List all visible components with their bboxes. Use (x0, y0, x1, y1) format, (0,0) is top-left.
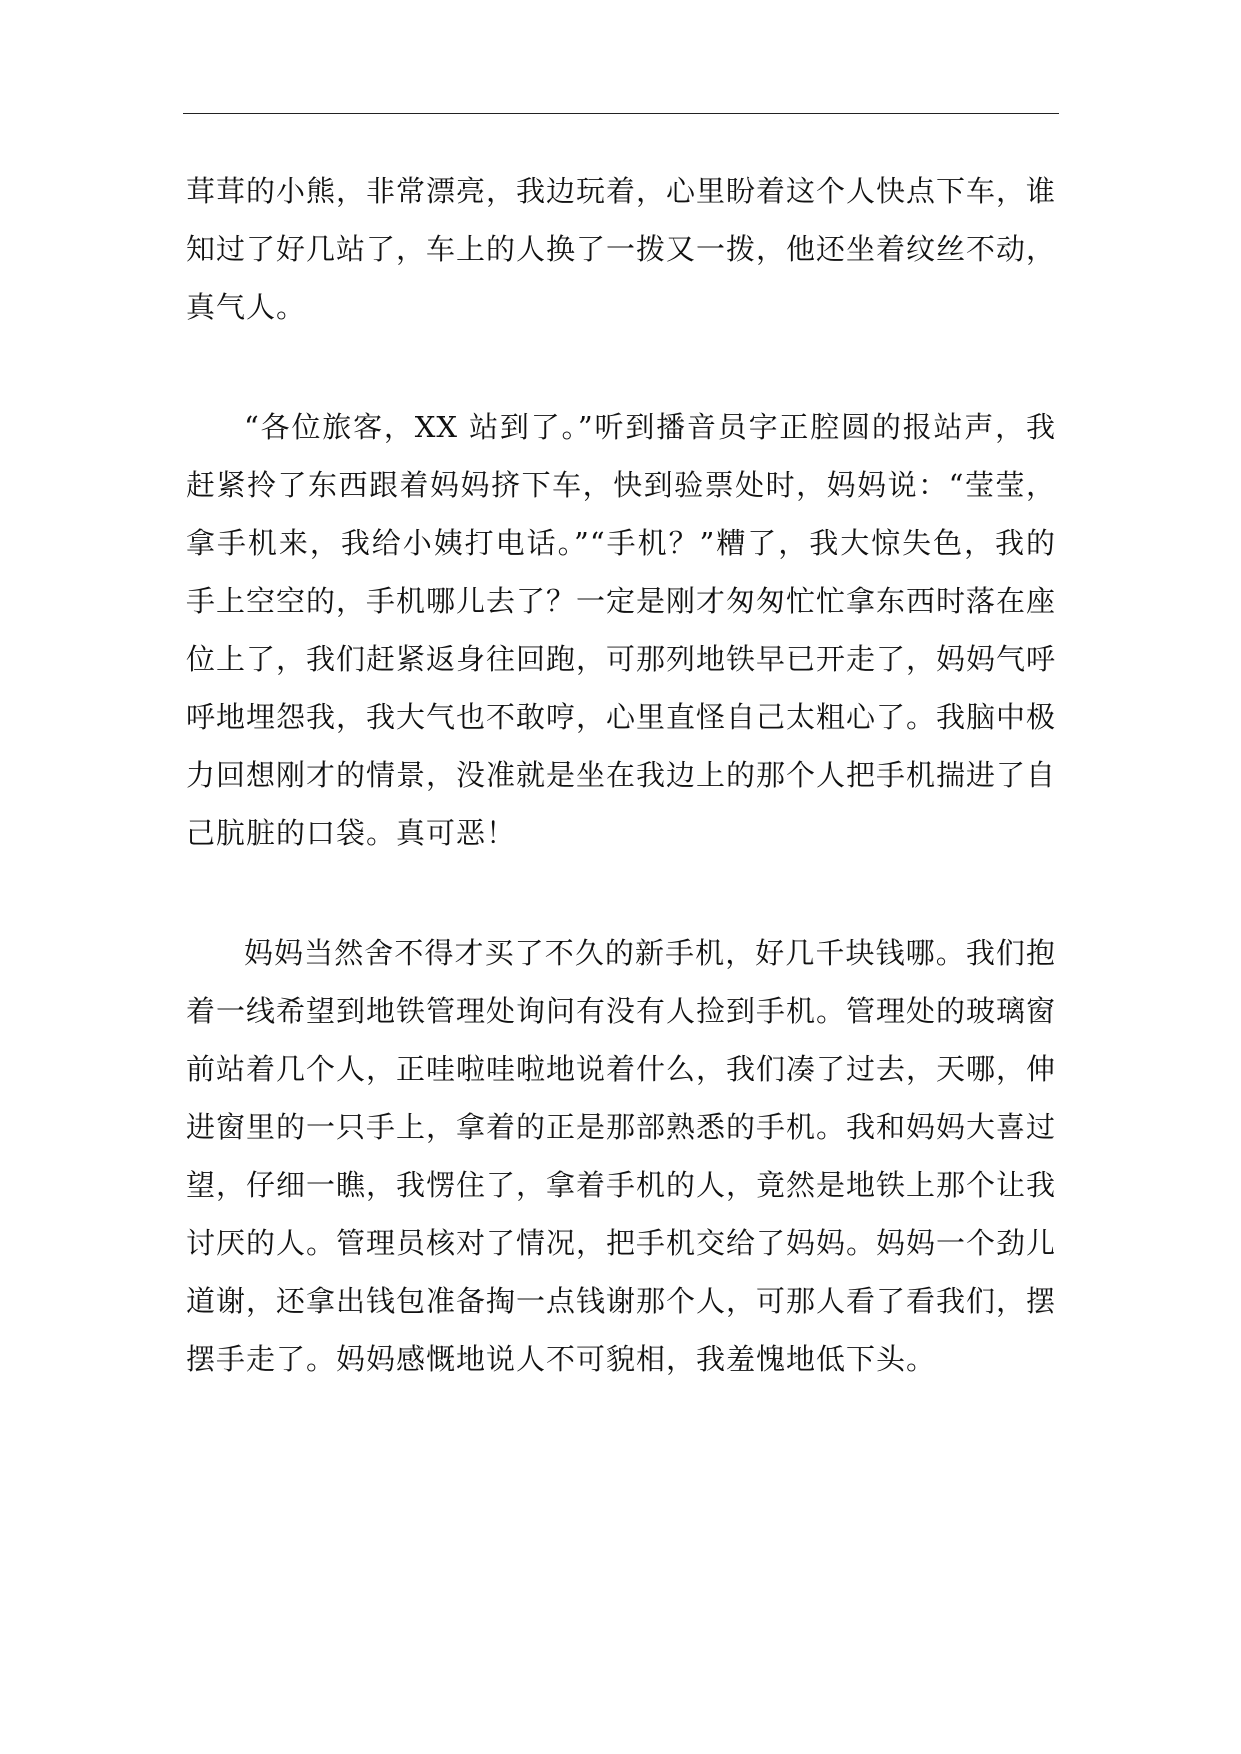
header-rule (183, 113, 1059, 114)
paragraph-continued: 茸茸的小熊，非常漂亮，我边玩着，心里盼着这个人快点下车，谁知过了好几站了，车上的人换了一拨又一拨，他还坐着纹丝不动，真气人。 (186, 174, 1057, 324)
document-body (186, 162, 1056, 1388)
paragraph-lost-and-found: 妈妈当然舍不得才买了不久的新手机，好几千块钱哪。我们抱着一线希望到地铁管理处询问有没有人捡到手机。管理处的玻璃窗前站着几个人，正哇啦哇啦地说着什么，我们凑了过去，天哪，伸进窗里的一只手上，拿着的正是那部熟悉的手机。我和妈妈大喜过望，仔细一瞧，我愣住了，拿着手机的人，竟然是地铁上那个让我讨厌的人。管理员核对了情况，把手机交给了妈妈。妈妈一个劲儿道谢，还拿出钱包准备掏一点钱谢那个人，可那人看了看我们，摆摆手走了。妈妈感慨地说人不可貌相，我羞愧地低下头。 (186, 936, 1057, 1376)
paragraph-station-announcement: “各位旅客，XX 站到了。”听到播音员字正腔圆的报站声，我赶紧拎了东西跟着妈妈挤下车，快到验票处时，妈妈说：“莹莹，拿手机来，我给小姨打电话。”“手机？”糟了，我大惊失色，我的手上空空的，手机哪儿去了？一定是刚才匆匆忙忙拿东西时落在座位上了，我们赶紧返身往回跑，可那列地铁早已开走了，妈妈气呼呼地埋怨我，我大气也不敢哼，心里直怪自己太粗心了。我脑中极力回想刚才的情景，没准就是坐在我边上的那个人把手机揣进了自己肮脏的口袋。真可恶！ (186, 410, 1057, 850)
